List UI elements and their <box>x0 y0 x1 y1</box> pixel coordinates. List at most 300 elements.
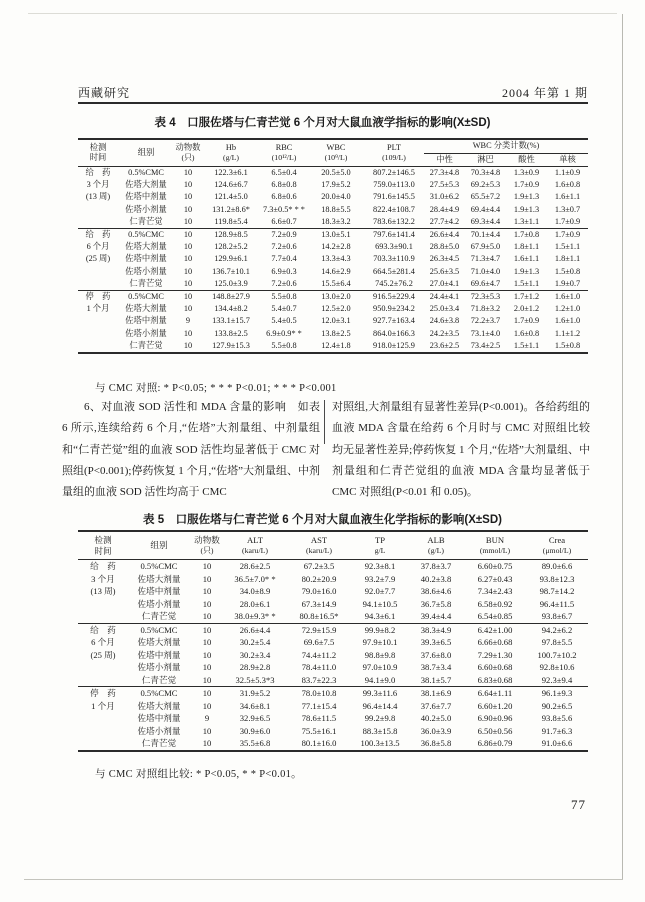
value-cell: 6.60±0.68 <box>477 662 513 672</box>
value-cell: 693.3±90.1 <box>375 242 413 252</box>
value-cell: 26.6±4.4 <box>424 229 465 242</box>
value-cell: 73.1±4.0 <box>470 328 501 338</box>
group-cell: 仁青芒觉 <box>129 340 163 350</box>
table-row <box>78 204 588 216</box>
value-cell: 92.0±7.7 <box>364 586 396 596</box>
col-header-hb-line1: Hb <box>225 142 237 152</box>
table4-footnote: 与 CMC 对照: * P<0.05; * * * P<0.01; * * * P<0.001 <box>95 383 337 394</box>
col-header-wbc <box>308 139 364 167</box>
value-cell: 10 <box>183 304 193 314</box>
value-cell: 133.8±2.5 <box>214 328 248 338</box>
value-cell: 128.9±8.5 <box>202 229 260 242</box>
value-cell: 77.1±15.4 <box>301 700 337 711</box>
col-header-time <box>78 139 118 167</box>
value-cell: 100.7±10.2 <box>537 649 577 660</box>
col-header-eosinophil: 酸性 <box>506 153 547 167</box>
table-row <box>78 340 588 353</box>
group-cell: 0.5%CMC <box>128 168 164 177</box>
value-cell: 80.8±16.5* <box>299 611 339 621</box>
value-cell: 78.4±11.0 <box>301 662 337 672</box>
table-row <box>78 610 588 623</box>
table-row <box>78 661 588 674</box>
value-cell: 7.2±0.6 <box>271 278 297 288</box>
table4 <box>78 138 588 354</box>
value-cell: 18.3±3.2 <box>321 216 351 226</box>
value-cell: 94.2±6.2 <box>526 623 588 636</box>
value-cell: 10 <box>183 180 193 190</box>
value-cell: 65.5±7.2 <box>470 192 501 202</box>
value-cell: 128.2±5.2 <box>214 242 248 252</box>
col-header-rbc-line1: RBC <box>275 142 293 152</box>
value-cell: 40.2±3.8 <box>420 573 452 584</box>
table-row <box>78 167 588 180</box>
time-cell: (13 周) <box>90 586 116 596</box>
col-header-rbc <box>260 139 308 167</box>
value-cell: 127.9±15.3 <box>212 340 250 350</box>
group-cell: 佐塔小剂量 <box>125 204 167 214</box>
value-cell: 37.8±3.7 <box>420 561 452 571</box>
value-cell: 91.0±6.6 <box>541 738 573 748</box>
group-cell: 佐塔大剂量 <box>137 573 181 584</box>
value-cell: 92.8±10.6 <box>539 662 575 672</box>
value-cell: 1.5±1.1 <box>554 242 581 252</box>
group-cell: 0.5%CMC <box>128 623 190 636</box>
value-cell: 5.5±0.8 <box>260 291 308 304</box>
col-header-crea <box>526 531 588 560</box>
table-row <box>78 585 588 598</box>
value-cell: 94.3±6.1 <box>364 611 396 621</box>
value-cell: 97.8±5.5 <box>541 637 573 647</box>
value-cell: 32.5±5.3*3 <box>235 674 275 685</box>
time-cell <box>78 204 118 216</box>
value-cell: 13.8±2.5 <box>321 328 351 338</box>
value-cell: 10 <box>202 611 212 621</box>
time-cell: 给 药 <box>90 561 116 571</box>
value-cell: 134.4±8.2 <box>214 304 248 314</box>
value-cell: 1.7±1.2 <box>506 291 547 304</box>
value-cell: 38.6±4.6 <box>420 586 452 596</box>
value-cell: 69.2±5.3 <box>470 180 501 190</box>
value-cell: 1.5±0.8 <box>554 340 581 350</box>
value-cell: 36.8±5.8 <box>420 738 452 748</box>
table-row <box>78 674 588 687</box>
value-cell: 7.3±0.5* * * <box>263 204 305 214</box>
table-row <box>78 560 588 573</box>
value-cell: 99.9±8.2 <box>352 623 408 636</box>
value-cell: 67.9±5.0 <box>470 242 501 252</box>
table-row <box>78 687 588 700</box>
value-cell: 100.3±13.5 <box>360 738 400 748</box>
value-cell: 38.3±4.9 <box>408 623 464 636</box>
value-cell: 6.5±0.4 <box>271 168 297 177</box>
value-cell: 7.34±2.43 <box>477 586 513 596</box>
value-cell: 69.6±7.5 <box>303 637 335 647</box>
value-cell: 69.4±4.4 <box>470 204 501 214</box>
header-rule <box>78 102 588 104</box>
value-cell: 80.2±20.9 <box>301 573 337 584</box>
value-cell: 807.2±146.5 <box>373 168 415 177</box>
value-cell: 36.0±3.9 <box>420 725 452 736</box>
value-cell: 1.5±1.1 <box>513 340 540 350</box>
value-cell: 80.1±16.0 <box>301 738 337 748</box>
table5-header <box>78 531 588 560</box>
col-header-plt <box>364 139 424 167</box>
time-cell <box>78 315 118 327</box>
value-cell: 70.3±4.8 <box>470 168 501 177</box>
time-cell <box>78 266 118 278</box>
value-cell: 148.8±27.9 <box>202 291 260 304</box>
table-row <box>78 712 588 725</box>
table4-body <box>78 167 588 354</box>
value-cell: 136.7±10.1 <box>212 266 250 276</box>
value-cell: 10 <box>202 637 212 647</box>
value-cell: 927.7±163.4 <box>373 316 415 326</box>
group-cell: 佐塔中剂量 <box>137 649 181 660</box>
value-cell: 97.0±10.9 <box>362 662 398 672</box>
time-cell: (25 周) <box>90 649 116 660</box>
value-cell: 10 <box>202 662 212 672</box>
time-cell <box>78 328 118 340</box>
column-divider-rule <box>324 400 325 444</box>
value-cell: 27.7±4.2 <box>429 216 460 226</box>
col-header-lymphocyte: 淋巴 <box>465 153 506 167</box>
value-cell: 131.2±8.6* <box>212 204 250 214</box>
time-cell <box>78 661 128 674</box>
value-cell: 745.2±76.2 <box>375 278 413 288</box>
value-cell: 1.3±0.9 <box>513 168 540 177</box>
value-cell: 124.6±6.7 <box>214 180 248 190</box>
value-cell: 72.9±15.9 <box>286 623 352 636</box>
group-cell: 佐塔中剂量 <box>125 192 167 202</box>
value-cell: 96.1±9.3 <box>526 687 588 700</box>
col-header-time-line2: 时间 <box>89 153 107 162</box>
value-cell: 71.3±4.7 <box>470 254 501 264</box>
col-header-tp <box>352 531 408 560</box>
value-cell: 31.9±5.2 <box>224 687 286 700</box>
value-cell: 67.2±3.5 <box>303 561 335 571</box>
value-cell: 12.0±3.1 <box>321 316 351 326</box>
value-cell: 99.2±9.8 <box>364 713 396 723</box>
value-cell: 14.2±2.8 <box>321 242 351 252</box>
value-cell: 1.7±0.9 <box>547 229 588 242</box>
value-cell: 20.0±4.0 <box>321 192 351 202</box>
col-header-alb-line1: ALB <box>427 535 445 545</box>
col-header-n-line1: 动物数 <box>175 142 201 152</box>
value-cell: 34.6±8.1 <box>239 700 271 711</box>
col-header-crea-line1: Crea <box>548 535 566 545</box>
table-row <box>78 229 588 242</box>
value-cell: 38.1±5.7 <box>420 674 452 685</box>
table-row <box>78 179 588 191</box>
value-cell: 1.1±1.2 <box>554 328 581 338</box>
value-cell: 6.54±0.85 <box>477 611 513 621</box>
value-cell: 1.7±0.9 <box>554 216 581 226</box>
value-cell: 6.66±0.68 <box>477 637 513 647</box>
time-cell <box>78 737 128 751</box>
value-cell: 1.1±0.9 <box>554 168 581 177</box>
table5-body <box>78 560 588 751</box>
value-cell: 7.2±0.6 <box>271 242 297 252</box>
issue-label: 2004 年第 1 期 <box>501 86 588 100</box>
value-cell: 27.3±4.8 <box>429 168 460 177</box>
value-cell: 25.0±3.4 <box>429 304 460 314</box>
value-cell: 37.6±7.7 <box>420 700 452 711</box>
value-cell: 79.0±16.0 <box>301 586 337 596</box>
value-cell: 1.5±0.8 <box>554 266 581 276</box>
table-row <box>78 315 588 327</box>
table-row <box>78 303 588 315</box>
value-cell: 30.9±6.0 <box>239 725 271 736</box>
value-cell: 18.8±5.5 <box>321 204 351 214</box>
value-cell: 40.2±5.0 <box>420 713 452 723</box>
value-cell: 6.9±0.9* * <box>266 328 302 338</box>
value-cell: 13.0±2.0 <box>308 291 364 304</box>
col-header-alt-line1: ALT <box>247 535 263 545</box>
value-cell: 37.6±8.0 <box>420 649 452 660</box>
col-header-n <box>190 531 224 560</box>
value-cell: 125.0±3.9 <box>214 278 248 288</box>
col-header-n-line1: 动物数 <box>194 535 220 545</box>
value-cell: 1.9±1.3 <box>513 266 540 276</box>
value-cell: 6.60±0.75 <box>477 561 513 571</box>
value-cell: 97.9±10.1 <box>362 637 398 647</box>
value-cell: 1.8±1.1 <box>554 254 581 264</box>
group-cell: 佐塔大剂量 <box>125 180 167 190</box>
value-cell: 24.6±3.8 <box>429 316 460 326</box>
value-cell: 83.7±22.3 <box>301 674 337 685</box>
value-cell: 71.8±3.2 <box>470 304 501 314</box>
col-header-wbc-differential: WBC 分类计数(%) <box>424 139 588 153</box>
group-cell: 0.5%CMC <box>128 687 190 700</box>
group-cell: 佐塔大剂量 <box>125 242 167 252</box>
col-header-ast-line2: (karu/L) <box>306 545 332 555</box>
value-cell: 88.3±15.8 <box>362 725 398 736</box>
value-cell: 10 <box>202 649 212 660</box>
time-cell: (25 周) <box>85 254 111 264</box>
value-cell: 96.4±11.5 <box>539 598 575 609</box>
value-cell: 30.2±3.4 <box>239 649 271 660</box>
value-cell: 1.5±1.1 <box>513 278 540 288</box>
group-cell: 佐塔大剂量 <box>125 304 167 314</box>
value-cell: 1.7±0.9 <box>513 316 540 326</box>
value-cell: 1.6±1.0 <box>554 316 581 326</box>
value-cell: 10 <box>202 700 212 711</box>
table4-header <box>78 139 588 167</box>
group-cell: 仁青芒觉 <box>141 611 177 621</box>
value-cell: 92.3±8.1 <box>364 561 396 571</box>
value-cell: 92.3±9.4 <box>541 674 573 685</box>
value-cell: 38.1±6.9 <box>408 687 464 700</box>
value-cell: 10 <box>174 291 202 304</box>
table-row <box>78 278 588 291</box>
col-header-time-line2: 时间 <box>94 545 112 556</box>
value-cell: 664.5±281.4 <box>373 266 415 276</box>
value-cell: 12.5±2.0 <box>321 304 351 314</box>
group-cell: 佐塔小剂量 <box>125 266 167 276</box>
value-cell: 10 <box>183 278 193 288</box>
col-header-time <box>78 531 128 560</box>
time-cell: 停 药 <box>78 291 118 304</box>
value-cell: 35.5±6.8 <box>239 738 271 748</box>
value-cell: 1.7±0.8 <box>506 229 547 242</box>
table-row <box>78 253 588 265</box>
time-cell: 6 个月 <box>91 637 115 647</box>
value-cell: 1.7±0.9 <box>513 180 540 190</box>
table-row <box>78 573 588 586</box>
group-cell: 0.5%CMC <box>140 561 178 571</box>
value-cell: 6.86±0.79 <box>477 738 513 748</box>
value-cell: 25.6±3.5 <box>429 266 460 276</box>
value-cell: 98.8±9.8 <box>364 649 396 660</box>
value-cell: 121.4±5.0 <box>214 192 248 202</box>
value-cell: 10 <box>183 328 193 338</box>
table-row <box>78 737 588 751</box>
body-text-right-column: 对照组,大剂量组有显著性差异(P<0.001)。各给药组的血液 MDA 含量在给药 6 个月时与 CMC 对照组比较均无显著性差异;停药恢复 1 个月,“佐塔”大剂量组、中剂量组和仁青芒觉组的血液 MDA 含量均显著低于 CMC 对照组(P<0.01 和 0.05)。 <box>332 401 590 499</box>
table-row <box>78 291 588 304</box>
time-cell: 给 药 <box>85 168 111 177</box>
value-cell: 122.3±6.1 <box>214 168 248 177</box>
value-cell: 703.3±110.9 <box>373 254 415 264</box>
value-cell: 1.6±1.1 <box>554 192 581 202</box>
value-cell: 6.8±0.8 <box>271 180 297 190</box>
time-cell: 1 个月 <box>91 700 115 711</box>
group-cell: 仁青芒觉 <box>141 738 177 748</box>
value-cell: 72.3±5.3 <box>465 291 506 304</box>
col-header-tp-line2: g/L <box>374 545 386 555</box>
group-cell: 佐塔大剂量 <box>137 700 181 711</box>
table5-footnote: 与 CMC 对照组比较: * P<0.05, * * P<0.01。 <box>95 769 302 780</box>
group-cell: 佐塔中剂量 <box>125 254 167 264</box>
table-row <box>78 700 588 713</box>
value-cell: 916.5±229.4 <box>364 291 424 304</box>
col-header-group: 组别 <box>118 139 174 167</box>
value-cell: 10 <box>202 586 212 596</box>
value-cell: 759.0±113.0 <box>373 180 415 190</box>
col-header-rbc-line2: (10¹²/L) <box>271 153 297 162</box>
value-cell: 10 <box>202 561 212 571</box>
value-cell: 73.4±2.5 <box>470 340 501 350</box>
col-header-time-line1: 检测 <box>89 142 107 152</box>
col-header-plt-line2: (109/L) <box>382 153 406 162</box>
col-header-bun-line2: (mmol/L) <box>479 545 511 555</box>
group-cell: 佐塔中剂量 <box>137 713 181 723</box>
table-row <box>78 623 588 636</box>
value-cell: 13.0±5.1 <box>308 229 364 242</box>
col-header-n-line2: (只) <box>200 545 214 555</box>
table4-header-row1 <box>78 139 588 153</box>
table5 <box>78 530 588 752</box>
value-cell: 10 <box>183 254 193 264</box>
value-cell: 10 <box>183 168 193 177</box>
col-header-ast <box>286 531 352 560</box>
value-cell: 10 <box>202 573 212 584</box>
value-cell: 75.5±16.1 <box>301 725 337 736</box>
value-cell: 28.0±6.1 <box>239 598 271 609</box>
value-cell: 23.6±2.5 <box>429 340 460 350</box>
value-cell: 15.5±6.4 <box>321 278 351 288</box>
col-header-hb-line2: (g/L) <box>222 153 240 162</box>
time-cell <box>78 598 128 611</box>
value-cell: 1.2±1.0 <box>554 304 581 314</box>
value-cell: 1.9±1.3 <box>513 204 540 214</box>
value-cell: 10 <box>183 192 193 202</box>
time-cell <box>78 216 118 229</box>
time-cell <box>78 712 128 725</box>
value-cell: 93.2±7.9 <box>364 573 396 584</box>
value-cell: 12.4±1.8 <box>321 340 351 350</box>
value-cell: 797.6±141.4 <box>364 229 424 242</box>
value-cell: 93.8±12.3 <box>539 573 575 584</box>
table-row <box>78 241 588 253</box>
table-row <box>78 636 588 649</box>
col-header-alb <box>408 531 464 560</box>
table-row <box>78 216 588 229</box>
col-header-alt <box>224 531 286 560</box>
scan-edge-bottom <box>24 879 623 880</box>
value-cell: 783.6±132.2 <box>373 216 415 226</box>
value-cell: 6.6±0.7 <box>271 216 297 226</box>
value-cell: 129.9±6.1 <box>214 254 248 264</box>
value-cell: 1.8±1.1 <box>513 242 540 252</box>
time-cell <box>78 278 118 291</box>
table-row <box>78 191 588 203</box>
group-cell: 仁青芒觉 <box>141 674 177 685</box>
value-cell: 28.6±2.5 <box>239 561 271 571</box>
body-text-left-column: 6、对血液 SOD 活性和 MDA 含量的影响 如表 6 所示,连续给药 6 个月,“佐塔”大剂量组、中剂量组和“仁青芒觉”组的血液 SOD 活性均显著低于 CMC 对照组(P<0.001);停药恢复 1 个月,“佐塔”大剂量组、中剂量组的血液 SOD 活性均高于 CMC <box>62 401 320 499</box>
table5-title: 表 5 口服佐塔与仁青芒觉 6 个月对大鼠血液生化学指标的影响(X±SD) <box>143 514 502 526</box>
value-cell: 6.58±0.92 <box>477 598 513 609</box>
value-cell: 1.3±1.1 <box>513 216 540 226</box>
value-cell: 27.5±5.3 <box>429 180 460 190</box>
col-header-ast-line1: AST <box>310 535 328 545</box>
value-cell: 36.5±7.0* * <box>234 573 276 584</box>
group-cell: 仁青芒觉 <box>129 216 163 226</box>
value-cell: 1.6±1.0 <box>547 291 588 304</box>
value-cell: 36.7±5.8 <box>420 598 452 609</box>
time-cell <box>78 610 128 623</box>
value-cell: 10 <box>202 738 212 748</box>
col-header-monocyte: 单核 <box>547 153 588 167</box>
value-cell: 70.1±4.4 <box>465 229 506 242</box>
group-cell: 佐塔中剂量 <box>125 316 167 326</box>
value-cell: 822.4±108.7 <box>373 204 415 214</box>
table4-title: 表 4 口服佐塔与仁青芒觉 6 个月对大鼠血液学指标的影响(X±SD) <box>154 117 491 129</box>
col-header-alb-line2: (g/L) <box>427 545 445 555</box>
value-cell: 1.3±0.7 <box>554 204 581 214</box>
value-cell: 26.3±4.5 <box>429 254 460 264</box>
value-cell: 94.1±10.5 <box>362 598 398 609</box>
time-cell: 3 个月 <box>91 573 115 584</box>
value-cell: 133.1±15.7 <box>212 316 250 326</box>
table5-header-row <box>78 531 588 560</box>
value-cell: 1.9±1.3 <box>513 192 540 202</box>
table-row <box>78 328 588 340</box>
group-cell: 佐塔小剂量 <box>125 328 167 338</box>
value-cell: 78.0±10.8 <box>286 687 352 700</box>
value-cell: 34.0±8.9 <box>239 586 271 596</box>
value-cell: 10 <box>183 204 193 214</box>
col-header-alt-line2: (karu/L) <box>242 545 268 555</box>
group-cell: 佐塔小剂量 <box>137 725 181 736</box>
value-cell: 96.4±14.4 <box>362 700 398 711</box>
value-cell: 69.3±4.4 <box>470 216 501 226</box>
value-cell: 94.1±9.0 <box>364 674 396 685</box>
col-header-neutrophil: 中性 <box>424 153 465 167</box>
value-cell: 13.3±4.3 <box>321 254 351 264</box>
value-cell: 67.3±14.9 <box>301 598 337 609</box>
table-row <box>78 598 588 611</box>
col-header-bun-line1: BUN <box>485 535 505 545</box>
